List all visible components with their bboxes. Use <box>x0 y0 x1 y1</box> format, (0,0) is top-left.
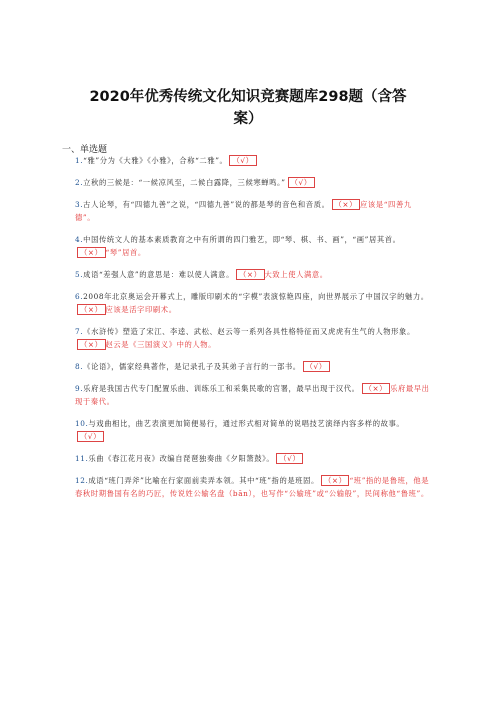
answer-mark: （×） <box>362 383 391 394</box>
answer-mark: （√） <box>288 177 315 188</box>
question-item: 4.中国传统文人的基本素质教育之中有所谓的四门雅艺，即“琴、棋、书、画”，“画”居其首。（×） “琴”居首。 <box>75 235 401 257</box>
answer-note: 赵云是《三国演义》中的人物。 <box>105 340 217 349</box>
answer-note: “琴”居首。 <box>105 248 146 257</box>
question-item: 11.乐曲《春江花月夜》改编自琵琶独奏曲《夕阳箫鼓》。 （√） <box>75 452 430 465</box>
document-title <box>70 86 426 130</box>
title-line-2: 案） <box>233 111 263 127</box>
question-item: 7.《水浒传》塑造了宋江、李逵、武松、赵云等一系列各具性格特征而又虎虎有生气的人物形象。（×） 赵云是《三国演义》中的人物。 <box>75 327 415 349</box>
answer-mark: （×） <box>321 475 350 486</box>
question-item: 10.与戏曲相比，曲艺表演更加简便易行，通过形式相对简单的说唱技艺演绎内容多样的故事。（√） <box>75 419 405 441</box>
answer-mark: （×） <box>332 199 361 210</box>
question-item: 8.《论语》，儒家经典著作，是记录孔子及其弟子言行的一部书。 （√） <box>75 360 430 373</box>
answer-mark: （×） <box>77 247 106 258</box>
answer-mark: （√） <box>229 155 256 166</box>
question-item: 6.2008年北京奥运会开幕式上，雕版印刷术的“字模”表演惊艳四座，向世界展示了中国汉字的魅力。（×） 应该是活字印刷术。 <box>75 292 429 314</box>
answer-note: 应该是活字印刷术。 <box>105 305 177 314</box>
answer-note: 乐府最早出现于秦代。 <box>75 384 430 406</box>
answer-note: 应该是“四善九德”。 <box>75 200 412 222</box>
answer-note: “班”指的是鲁班，他是春秋时期鲁国有名的巧匠，传说姓公输名盘（bān），也写作“公输班”或“公输般”，民间称他“鲁班”。 <box>75 476 430 498</box>
answer-mark: （√） <box>303 361 330 372</box>
answer-mark: （×） <box>77 339 106 350</box>
answer-mark: （√） <box>77 431 104 442</box>
question-item: 5.成语“差强人意”的意思是：难以使人满意。 （×） 大致上使人满意。 <box>75 270 328 279</box>
answer-mark: （√） <box>276 453 303 464</box>
question-item: 2.立秋的三候是：“一候凉风至，二候白露降，三候寒蝉鸣。” （√） <box>75 176 430 189</box>
question-item: 3.古人论琴，有“四德九善”之说，“四德九善”说的都是琴的音色和音质。 （×） 应该是“四善九德”。 <box>75 200 412 222</box>
question-item: 1.“雅”分为《大雅》《小雅》，合称“二雅”。 （√） <box>75 154 430 167</box>
answer-note: 大致上使人满意。 <box>264 270 328 279</box>
answer-mark: （×） <box>236 269 265 280</box>
question-item: 9.乐府是我国古代专门配置乐曲、训练乐工和采集民歌的官署，最早出现于汉代。 （×） 乐府最早出现于秦代。 <box>75 384 430 406</box>
section-heading: 一、单选题 <box>62 145 108 155</box>
answer-mark: （×） <box>77 304 106 315</box>
title-line-1: 2020年优秀传统文化知识竞赛题库298题（含答 <box>89 89 407 105</box>
question-item: 12.成语“班门弄斧”比喻在行家面前卖弄本领。其中“班”指的是班固。 （×） “班”指的是鲁班，他是春秋时期鲁国有名的巧匠，传说姓公输名盘（bān），也写作“公输班”或“公输般”，民间称他“鲁班”。 <box>75 476 430 498</box>
question-list <box>75 154 430 500</box>
